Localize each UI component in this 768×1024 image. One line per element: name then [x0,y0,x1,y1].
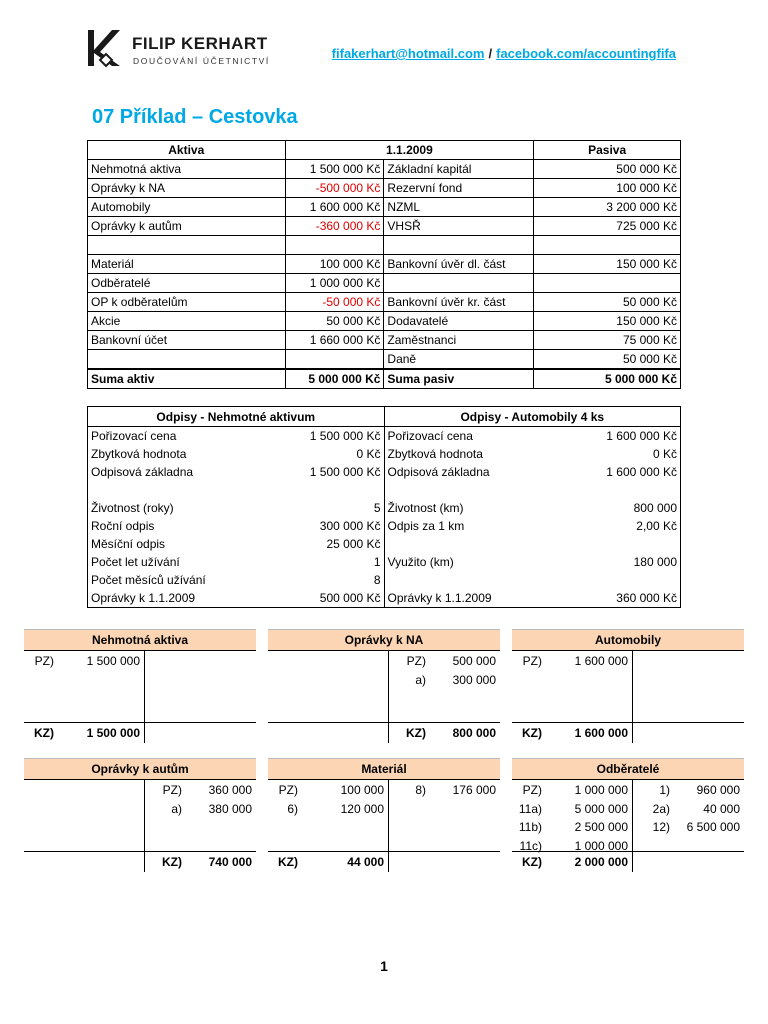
entry-label: 11a) [518,801,542,816]
closing-balance-value: 740 000 [208,855,252,869]
dep-right-label: Oprávky k 1.1.2009 [387,591,492,605]
pasiva-value: 50 000 Kč [534,350,681,370]
t-account-title: Materiál [268,758,500,779]
t-account-total-line [268,851,500,852]
dep-left-label: Počet měsíců užívání [91,573,206,587]
entry-value: 1 500 000 [86,654,140,668]
t-account-total-line [512,851,744,852]
depreciation-row [88,517,681,535]
aktiva-value [285,350,384,370]
balance-row [88,217,681,236]
pasiva-label: Dodavatelé [384,312,534,331]
dep-left-label [88,481,286,499]
t-account-title: Oprávky k NA [268,629,500,650]
dep-right-label: Využito (km) [387,555,454,569]
entry-value: 300 000 [452,672,496,687]
aktiva-label: Nehmotná aktiva [88,160,286,179]
sum-aktiva-value: 5 000 000 Kč [285,369,384,389]
col-aktiva: Aktiva [88,141,286,160]
depreciation-table [87,406,681,608]
balance-row [88,293,681,312]
aktiva-value: 50 000 Kč [285,312,384,331]
entry-value: 1 000 000 [574,783,628,797]
pasiva-value: 500 000 Kč [534,160,681,179]
aktiva-label: Akcie [88,312,286,331]
pasiva-label [384,236,534,255]
pasiva-value: 150 000 Kč [534,255,681,274]
dep-right-value: 0 Kč [652,447,677,461]
depreciation-row [88,535,681,553]
aktiva-label [88,350,286,370]
dep-left-label: Oprávky k 1.1.2009 [91,591,196,605]
brand-subtitle: DOUČOVÁNÍ ÚČETNICTVÍ [133,56,270,66]
dep-right-value: 1 600 000 Kč [606,429,677,443]
pasiva-value [534,236,681,255]
pasiva-value: 150 000 Kč [534,312,681,331]
pasiva-value [534,274,681,293]
entry-value: 5 000 000 [574,801,628,816]
closing-balance-label: KZ) [278,855,298,869]
dep-right-label: Pořizovací cena [387,429,473,443]
aktiva-label: Odběratelé [88,274,286,293]
dep-right-label [384,535,534,553]
dep-left-value: 25 000 Kč [285,535,384,553]
t-account-title: Odběratelé [512,758,744,779]
balance-row [88,274,681,293]
aktiva-value: -360 000 Kč [285,217,384,236]
pasiva-value: 3 200 000 Kč [534,198,681,217]
dep-right-label: Zbytková hodnota [387,447,483,461]
balance-row [88,198,681,217]
sum-pasiva-value: 5 000 000 Kč [534,369,681,389]
t-account-body [24,779,256,872]
entry-value: 380 000 [208,801,252,816]
pasiva-label: Bankovní úvěr kr. část [384,293,534,312]
aktiva-value: 100 000 Kč [285,255,384,274]
page-title: 07 Příklad – Cestovka [92,106,298,128]
dep-left-value: 5 [285,499,384,517]
aktiva-label [88,236,286,255]
dep-right-value [534,535,681,553]
dep-left-title: Odpisy - Nehmotné aktivum [88,407,385,427]
pasiva-label: Rezervní fond [384,179,534,198]
balance-row [88,179,681,198]
closing-balance-label: KZ) [522,855,542,869]
depreciation-row [88,463,681,481]
balance-header-row [88,141,681,160]
dep-right-value [534,571,681,589]
contact-separator: / [488,46,493,61]
entry-value: 500 000 [452,654,496,668]
pasiva-value: 725 000 Kč [534,217,681,236]
entry-value: 2 500 000 [574,820,628,834]
tacc-1 [24,629,256,743]
tacc-3 [512,629,744,743]
closing-balance-label: KZ) [34,726,54,740]
t-account-body [24,650,256,743]
dep-left-label: Zbytková hodnota [91,447,187,461]
dep-left-label: Roční odpis [91,519,155,533]
entry-value: 6 500 000 [686,820,740,834]
dep-right-label [384,571,534,589]
dep-left-label: Životnost (roky) [91,501,174,515]
entry-label: a) [171,801,182,816]
t-account-title: Automobily [512,629,744,650]
closing-balance-value: 2 000 000 [574,855,628,869]
entry-label: PZ) [34,654,54,668]
t-account-title: Oprávky k autům [24,758,256,779]
dep-left-value [285,481,384,499]
t-account-body [268,779,500,872]
brand-name: FILIP KERHART [132,34,268,53]
aktiva-label: Oprávky k NA [88,179,286,198]
depreciation-row [88,427,681,446]
sum-pasiva-label: Suma pasiv [384,369,534,389]
dep-left-value: 1 [285,553,384,571]
entry-value: 1 600 000 [574,654,628,668]
dep-right-value: 2,00 Kč [636,519,677,533]
contact-links [332,46,676,61]
dep-right-label [384,481,534,499]
pasiva-label: NZML [384,198,534,217]
pasiva-label: Daně [384,350,534,370]
balance-sum-row [88,369,681,389]
dep-right-value: 180 000 [633,555,677,569]
entry-label: a) [415,672,426,687]
t-account-divider [388,651,389,743]
t-account-divider [632,651,633,743]
entry-label: PZ) [522,654,542,668]
entry-label: PZ) [522,783,542,797]
tacc-4 [24,758,256,872]
closing-balance-value: 44 000 [347,855,384,869]
t-account-body [268,650,500,743]
dep-left-label: Odpisová základna [91,465,194,479]
balance-sheet-table [87,140,681,389]
dep-right-label: Životnost (km) [387,501,464,515]
entry-label: 1) [659,783,670,797]
closing-balance-value: 800 000 [452,726,496,740]
aktiva-label: Automobily [88,198,286,217]
t-account-divider [632,780,633,872]
entry-value: 40 000 [703,801,740,816]
t-account-body [512,779,744,872]
dep-left-value: 8 [285,571,384,589]
balance-row [88,331,681,350]
entry-label: PZ) [162,783,182,797]
dep-left-value: 0 Kč [285,445,384,463]
closing-balance-value: 1 600 000 [574,726,628,740]
entry-value: 1 000 000 [574,838,628,853]
dep-right-value: 800 000 [633,501,677,515]
pasiva-label: VHSŘ [384,217,534,236]
balance-row [88,350,681,370]
depreciation-row [88,481,681,499]
aktiva-value [285,236,384,255]
entry-label: 8) [415,783,426,797]
depreciation-row [88,553,681,571]
tacc-6 [512,758,744,872]
aktiva-value: 1 500 000 Kč [285,160,384,179]
t-account-divider [388,780,389,872]
dep-left-value: 1 500 000 Kč [285,427,384,446]
dep-left-value: 500 000 Kč [285,589,384,608]
entry-label: PZ) [406,654,426,668]
entry-value: 960 000 [696,783,740,797]
entry-label: 12) [652,820,670,834]
pasiva-label: Zaměstnanci [384,331,534,350]
dep-left-value: 1 500 000 Kč [285,463,384,481]
pasiva-label [384,274,534,293]
dep-right-value [534,481,681,499]
aktiva-label: Bankovní účet [88,331,286,350]
closing-balance-value: 1 500 000 [86,726,140,740]
t-account-divider [144,651,145,743]
depreciation-row [88,589,681,608]
depreciation-row [88,445,681,463]
entry-value: 176 000 [452,783,496,797]
depreciation-header-row [88,407,681,427]
dep-left-label: Počet let užívání [91,555,180,569]
brand-logo [86,28,276,72]
pasiva-value: 50 000 Kč [534,293,681,312]
aktiva-label: Oprávky k autům [88,217,286,236]
aktiva-value: -50 000 Kč [285,293,384,312]
balance-row [88,160,681,179]
pasiva-value: 75 000 Kč [534,331,681,350]
entry-label: 6) [287,801,298,816]
t-account-body [512,650,744,743]
t-account-total-line [268,722,500,723]
t-account-divider [144,780,145,872]
page-number: 1 [380,958,388,974]
dep-left-label: Pořizovací cena [91,429,177,443]
pasiva-label: Základní kapitál [384,160,534,179]
balance-row [88,312,681,331]
dep-left-label: Měsíční odpis [91,537,166,551]
entry-value: 100 000 [340,783,384,797]
aktiva-value: 1 660 000 Kč [285,331,384,350]
entry-label: PZ) [278,783,298,797]
dep-right-label: Odpis za 1 km [387,519,465,533]
t-account-title: Nehmotná aktiva [24,629,256,650]
dep-right-value: 1 600 000 Kč [606,465,677,479]
dep-left-value: 300 000 Kč [285,517,384,535]
balance-row [88,255,681,274]
entry-value: 120 000 [340,801,384,816]
col-date: 1.1.2009 [285,141,534,160]
entry-label: 2a) [652,801,670,816]
entry-label: 11c) [519,838,542,853]
facebook-link[interactable]: facebook.com/accountingfifa [496,46,676,61]
pasiva-label: Bankovní úvěr dl. část [384,255,534,274]
tacc-5 [268,758,500,872]
entry-value: 360 000 [208,783,252,797]
aktiva-label: OP k odběratelům [88,293,286,312]
t-account-total-line [24,722,256,723]
sum-aktiva-label: Suma aktiv [88,369,286,389]
entry-label: 11b) [518,820,542,834]
depreciation-row [88,571,681,589]
balance-row [88,236,681,255]
tacc-2 [268,629,500,743]
aktiva-label: Materiál [88,255,286,274]
kerhart-logo-icon [86,28,126,68]
aktiva-value: 1 000 000 Kč [285,274,384,293]
pasiva-value: 100 000 Kč [534,179,681,198]
aktiva-value: -500 000 Kč [285,179,384,198]
closing-balance-label: KZ) [162,855,182,869]
col-pasiva: Pasiva [534,141,681,160]
closing-balance-label: KZ) [406,726,426,740]
dep-right-title: Odpisy - Automobily 4 ks [384,407,680,427]
depreciation-row [88,499,681,517]
dep-right-value: 360 000 Kč [616,591,677,605]
aktiva-value: 1 600 000 Kč [285,198,384,217]
dep-right-label: Odpisová základna [387,465,490,479]
t-account-total-line [512,722,744,723]
t-account-total-line [24,851,256,852]
closing-balance-label: KZ) [522,726,542,740]
email-link[interactable]: fifakerhart@hotmail.com [331,46,485,61]
